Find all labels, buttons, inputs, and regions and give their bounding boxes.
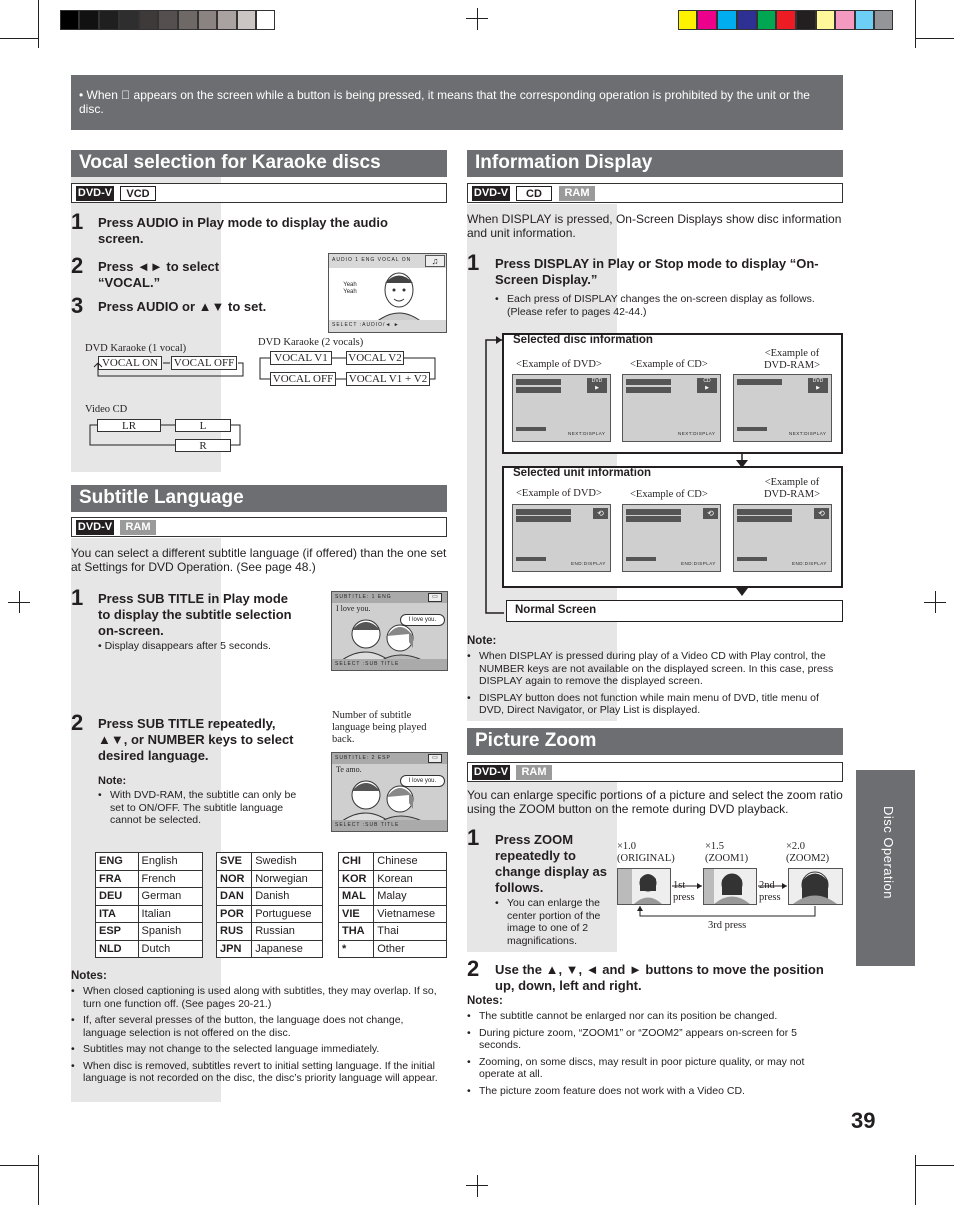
zoom-step1-note: • You can enlarge the center portion of the image to one of 2 magnifications. — [495, 897, 610, 947]
press2-label: 2nd press — [759, 880, 781, 903]
music-note-icon: ♫ — [425, 255, 445, 267]
zoom-original-label: ×1.0 (ORIGINAL) — [617, 841, 675, 864]
list-item: • When disc is removed, subtitles revert to initial setting language. If the initial language is not recorded on the disc, the disc’s priority language will appear. — [71, 1060, 449, 1085]
subtitle-screen-1 — [331, 591, 448, 671]
list-item: • When DISPLAY is pressed during play of a Video CD with Play control, the NUMBER keys are not available on the displayed screen. In this case, press DISPLAY again to remove the displayed screen. — [467, 650, 843, 688]
list-item: • When closed captioning is used along with subtitles, they may overlap. If so, turn one function off. (See pages 20-21.) — [71, 985, 449, 1010]
language-table-3 — [338, 852, 447, 958]
dvd-karaoke-2-label: DVD Karaoke (2 vocals) — [258, 337, 364, 348]
subtitle-notes-head: Notes: — [71, 970, 107, 982]
disc-ram-next: NEXT:DISPLAY — [789, 431, 827, 436]
example-dvd-label: <Example of DVD> — [516, 359, 602, 370]
subtitle-badges — [71, 517, 447, 537]
subtitle-screen1-top: SUBTITLE: 1 ENG — [335, 594, 392, 600]
subtitle-section-title: Subtitle Language — [71, 485, 447, 512]
badge-ram: RAM — [559, 186, 595, 201]
ram-disc-icon: DVD ▶ — [808, 378, 828, 393]
subtitle-intro: You can select a different subtitle language (if offered) than the one set at Settings for DVD Operation. (See page 48.) — [71, 546, 447, 574]
info-badges — [467, 183, 843, 203]
table-row: ITA Italian — [96, 905, 203, 923]
zoom-step1-text: Press ZOOM repeatedly to change display as follows. — [495, 832, 607, 895]
vocal-step2-number: 2 — [71, 253, 84, 278]
example-ram-label: <Example of DVD-RAM> — [763, 348, 821, 371]
page-number: 39 — [851, 1108, 876, 1133]
vocal-step1-text: Press AUDIO in Play mode to display the audio screen. — [98, 215, 388, 246]
subtitle-screen2-bottom: SELECT :SUB TITLE — [335, 822, 400, 828]
table-row: NOR Norwegian — [217, 870, 323, 888]
table-row: ENG English — [96, 853, 203, 871]
badge-dvdv: DVD-V — [77, 521, 113, 533]
vocal-off-box: VOCAL OFF — [171, 356, 237, 370]
r-box: R — [175, 439, 231, 452]
selected-unit-heading: Selected unit information — [513, 467, 652, 479]
table-row: NLD Dutch — [96, 940, 203, 958]
vocal-step3-number: 3 — [71, 293, 84, 318]
table-row: CHI Chinese — [339, 853, 447, 871]
table-row: * Other — [339, 940, 447, 958]
info-step1-number: 1 — [467, 250, 480, 275]
vocal-step1-number: 1 — [71, 209, 84, 234]
vocal-badges — [71, 183, 447, 203]
zoom-intro: You can enlarge specific portions of a picture and select the zoom ratio using the ZOOM button on the remote during DVD playback. — [467, 788, 843, 816]
info-note-head: Note: — [467, 635, 497, 647]
subtitle-screen2-top: SUBTITLE: 2 ESP — [335, 755, 391, 761]
disc-dvd-next: NEXT:DISPLAY — [568, 431, 606, 436]
vocal-v1-box: VOCAL V1 — [270, 351, 332, 365]
badge-ram: RAM — [516, 765, 552, 780]
badge-dvdv: DVD-V — [473, 766, 509, 778]
info-notes — [467, 650, 843, 717]
table-row: DEU German — [96, 888, 203, 906]
example-dvd-label: <Example of DVD> — [516, 488, 602, 499]
unit-info-dvd-screen — [512, 504, 611, 572]
press3-label: 3rd press — [708, 920, 747, 931]
subtitle-screen2-bubble: I love you. — [400, 775, 445, 787]
disc-cd-next: NEXT:DISPLAY — [678, 431, 716, 436]
subtitle-step2-text: Press SUB TITLE repeatedly, ▲▼, or NUMBER keys to select desired language. — [98, 716, 294, 763]
example-cd-label: <Example of CD> — [630, 489, 708, 500]
number-of-subtitle-caption: Number of subtitle language being played back. — [332, 710, 427, 745]
vocal-on-box: VOCAL ON — [98, 356, 162, 370]
vocal-v2-box: VOCAL V2 — [346, 351, 404, 365]
table-row: FRA French — [96, 870, 203, 888]
zoom-section-title: Picture Zoom — [467, 728, 843, 755]
subtitle-note: • With DVD-RAM, the subtitle can only be set to ON/OFF. The subtitle language cannot be selected. — [98, 789, 298, 827]
zoom-step2-number: 2 — [467, 956, 480, 981]
list-item: • DISPLAY button does not function while main menu of DVD, title menu of DVD, Direct Navigator, or Play List is displayed. — [467, 692, 843, 717]
zoom-press-arrows — [630, 872, 850, 924]
audio-screen-illustration — [328, 253, 447, 333]
yeah-text: Yeah Yeah — [343, 282, 357, 295]
normal-screen-label: Normal Screen — [515, 604, 597, 616]
cd-disc-icon: CD ▶ — [697, 378, 717, 393]
info-step1-text: Press DISPLAY in Play or Stop mode to display “On-Screen Display.” — [495, 256, 819, 287]
notice-text: • When ⃠ appears on the screen while a button is being pressed, it means that the corresponding operation is prohibited by the unit or the disc. — [79, 88, 810, 116]
disc-info-dvd-screen — [512, 374, 611, 442]
selected-disc-heading: Selected disc information — [513, 334, 653, 346]
disc-operation-tab — [856, 770, 915, 966]
video-cd-label: Video CD — [85, 404, 128, 415]
zoom-notes-head: Notes: — [467, 995, 503, 1007]
zoom-step2-text: Use the ▲, ▼, ◄ and ► buttons to move the position up, down, left and right. — [495, 962, 824, 993]
zoom-notes — [467, 1010, 837, 1097]
badge-dvdv: DVD-V — [473, 187, 509, 199]
subtitle-screen2-text: Te amo. — [336, 765, 362, 774]
unit-ram-end: END:DISPLAY — [792, 561, 827, 566]
subtitle-step1-note: • Display disappears after 5 seconds. — [98, 640, 271, 652]
subtitle-icon: ▭ — [428, 593, 442, 602]
table-row: THA Thai — [339, 923, 447, 941]
subtitle-icon: ▭ — [428, 754, 442, 763]
audio-screen-top: AUDIO 1 ENG VOCAL ON — [332, 257, 412, 263]
zoom1-label: ×1.5 (ZOOM1) — [705, 841, 749, 864]
subtitle-notes — [71, 985, 449, 1085]
l-box: L — [175, 419, 231, 432]
info-step1-note: • Each press of DISPLAY changes the on-screen display as follows. (Please refer to pages 42-44.) — [495, 293, 845, 318]
info-intro: When DISPLAY is pressed, On-Screen Displays show disc information and unit information. — [467, 212, 842, 240]
table-row: SVE Swedish — [217, 853, 323, 871]
subtitle-step1-number: 1 — [71, 585, 84, 610]
table-row: DAN Danish — [217, 888, 323, 906]
badge-dvdv: DVD-V — [77, 187, 113, 199]
normal-screen-box — [506, 600, 843, 622]
subtitle-step2-number: 2 — [71, 710, 84, 735]
vocal-step2-text: Press ◄► to select “VOCAL.” — [98, 259, 220, 290]
table-row: ESP Spanish — [96, 923, 203, 941]
list-item: • If, after several presses of the button, the language does not change, language selection is not offered on the disc. — [71, 1014, 449, 1039]
repeat-icon: ⟲ — [814, 508, 829, 519]
unit-cd-end: END:DISPLAY — [681, 561, 716, 566]
vocal-v1v2-box: VOCAL V1 + V2 — [346, 372, 430, 386]
singer-drawing — [369, 268, 429, 323]
unit-dvd-end: END:DISPLAY — [571, 561, 606, 566]
press1-label: 1st press — [673, 880, 695, 903]
info-section-title: Information Display — [467, 150, 843, 177]
badge-cd: CD — [516, 186, 552, 201]
disc-operation-label: Disc Operation — [881, 806, 896, 899]
table-row: KOR Korean — [339, 870, 447, 888]
vocal-2-arrows — [255, 345, 445, 395]
repeat-icon: ⟲ — [593, 508, 608, 519]
language-table-1 — [95, 852, 203, 958]
vcd-arrows — [85, 415, 255, 457]
disc-info-cd-screen — [622, 374, 721, 442]
zoom2-label: ×2.0 (ZOOM2) — [786, 841, 830, 864]
list-item: • Zooming, on some discs, may result in poor picture quality, or may not operate at all. — [467, 1056, 837, 1081]
table-row: MAL Malay — [339, 888, 447, 906]
table-row: VIE Vietnamese — [339, 905, 447, 923]
dvd-disc-icon: DVD ▶ — [587, 378, 607, 393]
list-item: • The picture zoom feature does not work with a Video CD. — [467, 1085, 837, 1098]
subtitle-screen1-text: I love you. — [336, 604, 371, 613]
vocal-off2-box: VOCAL OFF — [270, 372, 336, 386]
vocal-step3-text: Press AUDIO or ▲▼ to set. — [98, 299, 267, 314]
subtitle-screen1-bubble: I love you. — [400, 614, 445, 626]
disc-info-ram-screen — [733, 374, 832, 442]
repeat-icon: ⟲ — [703, 508, 718, 519]
dvd-karaoke-1-label: DVD Karaoke (1 vocal) — [85, 343, 187, 354]
badge-ram: RAM — [120, 520, 156, 535]
unit-info-cd-screen — [622, 504, 721, 572]
table-row: JPN Japanese — [217, 940, 323, 958]
subtitle-screen-2 — [331, 752, 448, 832]
unit-info-ram-screen — [733, 504, 832, 572]
vocal-section-title: Vocal selection for Karaoke discs — [71, 150, 447, 177]
list-item: • Subtitles may not change to the selected language immediately. — [71, 1043, 449, 1056]
lr-box: LR — [97, 419, 161, 432]
subtitle-step1-text: Press SUB TITLE in Play mode to display the subtitle selection on-screen. — [98, 591, 292, 638]
badge-vcd: VCD — [120, 186, 156, 201]
example-ram-label: <Example of DVD-RAM> — [763, 477, 821, 500]
list-item: • During picture zoom, “ZOOM1” or “ZOOM2” appears on-screen for 5 seconds. — [467, 1027, 837, 1052]
table-row: POR Portuguese — [217, 905, 323, 923]
prohibited-notice — [71, 75, 843, 130]
zoom-step1-number: 1 — [467, 825, 480, 850]
example-cd-label: <Example of CD> — [630, 359, 708, 370]
vocal-1-arrows — [88, 350, 248, 382]
list-item: • The subtitle cannot be enlarged nor can its position be changed. — [467, 1010, 837, 1023]
table-row: RUS Russian — [217, 923, 323, 941]
subtitle-note-head: Note: — [98, 775, 127, 787]
zoom-badges — [467, 762, 843, 782]
audio-screen-bottom: SELECT :AUDIO/◄ ► — [332, 322, 400, 328]
language-table-2 — [216, 852, 323, 958]
subtitle-screen1-bottom: SELECT :SUB TITLE — [335, 661, 400, 667]
